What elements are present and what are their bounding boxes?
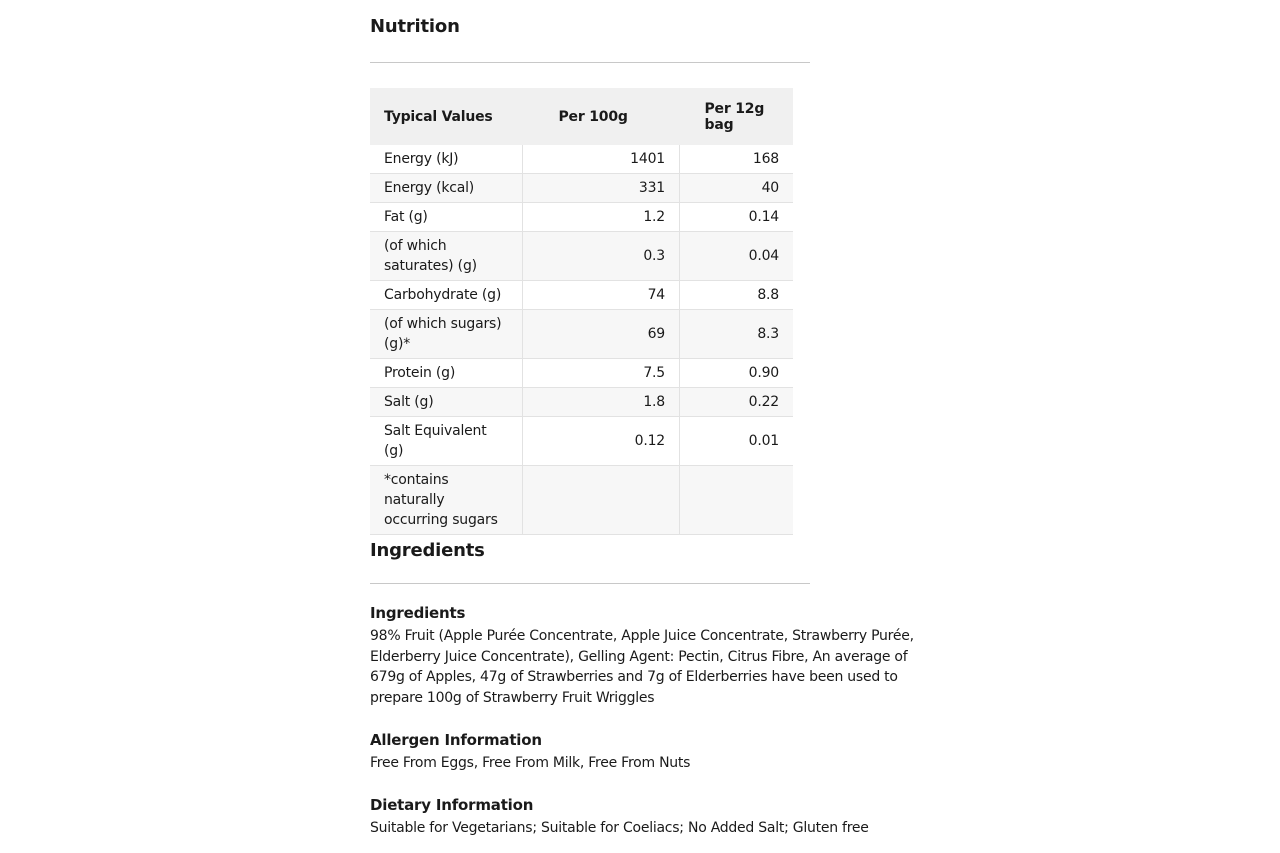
row-label: (of which sugars) (g)* <box>370 310 523 359</box>
ingredients-block <box>370 604 930 708</box>
row-label: Carbohydrate (g) <box>370 281 523 310</box>
allergen-block <box>370 731 930 774</box>
ingredients-divider <box>370 583 810 584</box>
row-value-per-100g: 74 <box>523 281 680 310</box>
row-value-per-bag: 0.22 <box>680 388 794 417</box>
row-value-per-100g: 0.12 <box>523 417 680 466</box>
header-per-bag: Per 12g bag <box>680 88 794 145</box>
row-value-per-bag: 0.04 <box>680 232 794 281</box>
row-value-per-bag: 0.90 <box>680 359 794 388</box>
footnote-label: *contains naturally occurring sugars <box>370 466 523 535</box>
table-row <box>370 145 793 174</box>
row-value-per-bag: 0.01 <box>680 417 794 466</box>
row-value-per-bag: 8.8 <box>680 281 794 310</box>
row-value-per-bag: 0.14 <box>680 203 794 232</box>
row-value-per-100g <box>523 466 680 535</box>
table-row <box>370 388 793 417</box>
table-row-footnote <box>370 466 793 535</box>
row-value-per-bag: 40 <box>680 174 794 203</box>
ingredients-text: 98% Fruit (Apple Purée Concentrate, Apple Juice Concentrate, Strawberry Purée, Elderberry Juice Concentrate), Gelling Agent: Pectin, Citrus Fibre, An average of 679g of Apples, 47g of Strawberries and 7g of Elderberries have been used to prepare 100g of Strawberry Fruit Wriggles <box>370 628 914 706</box>
row-label: Energy (kJ) <box>370 145 523 174</box>
table-row <box>370 359 793 388</box>
row-value-per-100g: 0.3 <box>523 232 680 281</box>
row-label: Salt Equivalent (g) <box>370 417 523 466</box>
row-label: (of which saturates) (g) <box>370 232 523 281</box>
row-label: Energy (kcal) <box>370 174 523 203</box>
row-value-per-100g: 69 <box>523 310 680 359</box>
table-row <box>370 310 793 359</box>
dietary-block <box>370 796 930 839</box>
row-value-per-100g: 331 <box>523 174 680 203</box>
row-label: Protein (g) <box>370 359 523 388</box>
row-value-per-100g: 7.5 <box>523 359 680 388</box>
nutrition-table <box>370 88 793 535</box>
row-value-per-100g: 1401 <box>523 145 680 174</box>
row-value-per-bag: 168 <box>680 145 794 174</box>
row-value-per-100g: 1.2 <box>523 203 680 232</box>
table-row <box>370 232 793 281</box>
nutrition-heading: Nutrition <box>370 16 460 37</box>
nutrition-table-header-row <box>370 88 793 145</box>
ingredients-subheading: Ingredients <box>370 604 466 622</box>
table-row <box>370 174 793 203</box>
allergen-heading: Allergen Information <box>370 731 542 749</box>
row-value-per-100g: 1.8 <box>523 388 680 417</box>
row-value-per-bag: 8.3 <box>680 310 794 359</box>
row-label: Fat (g) <box>370 203 523 232</box>
table-row <box>370 203 793 232</box>
row-label: Salt (g) <box>370 388 523 417</box>
header-typical-values: Typical Values <box>370 88 523 145</box>
nutrition-divider <box>370 62 810 63</box>
dietary-heading: Dietary Information <box>370 796 534 814</box>
dietary-text: Suitable for Vegetarians; Suitable for Coeliacs; No Added Salt; Gluten free <box>370 820 869 836</box>
ingredients-section-heading: Ingredients <box>370 540 485 561</box>
allergen-text: Free From Eggs, Free From Milk, Free From Nuts <box>370 755 691 771</box>
table-row <box>370 281 793 310</box>
row-value-per-bag <box>680 466 794 535</box>
table-row <box>370 417 793 466</box>
header-per-100g: Per 100g <box>523 88 680 145</box>
